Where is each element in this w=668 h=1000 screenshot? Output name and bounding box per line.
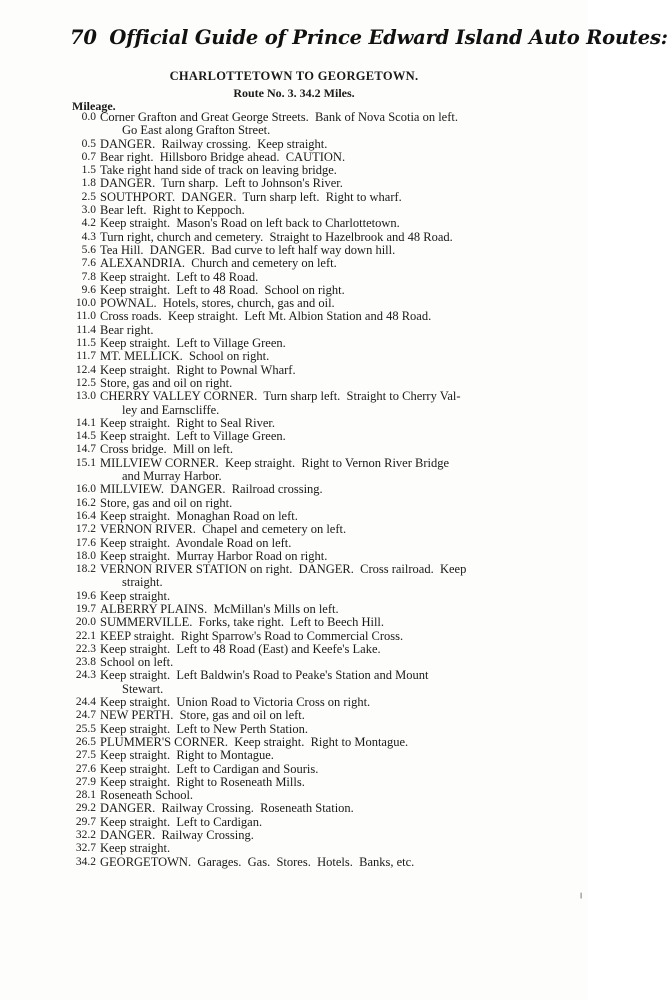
route-entry [66, 842, 586, 855]
entry-mileage: 11.7 [76, 350, 96, 363]
entry-text-line: POWNAL. Hotels, stores, church, gas and oil. [100, 296, 335, 311]
entry-text-line: Keep straight. Left to Village Green. [100, 336, 286, 351]
route-entry [66, 271, 586, 284]
entry-mileage: 13.0 [75, 390, 96, 403]
entry-text-line: Keep straight. Right to Seal River. [100, 415, 275, 430]
entry-text-line: VERNON RIVER. Chapel and cemetery on left. [100, 522, 347, 537]
entry-text-line: PLUMMER'S CORNER. Keep straight. Right to Montague. [100, 734, 409, 749]
entry-text-line: Keep straight. [100, 841, 171, 856]
entry-mileage: 3.0 [81, 204, 96, 217]
route-entry [66, 590, 586, 603]
entry-text-line: Take right hand side of track on leaving bridge. [100, 163, 337, 178]
entry-mileage: 15.1 [75, 456, 96, 469]
route-entry [66, 177, 586, 190]
entry-mileage: 12.5 [75, 376, 96, 389]
route-entry [66, 297, 586, 310]
entry-mileage: 22.3 [75, 642, 96, 655]
entry-direction-text [100, 510, 586, 523]
entry-text-line: Keep straight. Right to Montague. [100, 748, 274, 763]
route-entry [66, 324, 586, 337]
entry-direction-text [100, 191, 586, 204]
route-entry [66, 816, 586, 829]
entry-direction-text [100, 337, 586, 350]
entry-direction-text [100, 217, 586, 230]
entry-text-line: Cross bridge. Mill on left. [100, 442, 233, 457]
entry-text-line: CHERRY VALLEY CORNER. Turn sharp left. Straight to Cherry Val- [100, 389, 461, 404]
entry-text-line: Keep straight. Avondale Road on left. [100, 535, 292, 550]
entry-direction-text [100, 164, 586, 177]
entry-direction-text [100, 856, 586, 869]
entry-direction-text [100, 377, 586, 390]
entry-direction-text [100, 603, 586, 616]
entry-text-line: Keep straight. Left to 48 Road (East) and Keefe's Lake. [100, 641, 381, 656]
entry-direction-text [100, 284, 586, 297]
route-entry [66, 138, 586, 151]
entry-direction-text [100, 829, 586, 842]
route-entry [66, 310, 586, 323]
entry-direction-text [100, 151, 586, 164]
entry-mileage: 27.9 [75, 775, 96, 788]
entry-mileage: 9.6 [81, 283, 96, 296]
route-entry [66, 603, 586, 616]
entry-mileage: 24.4 [75, 696, 96, 709]
route-entry [66, 217, 586, 230]
route-entry [66, 284, 586, 297]
route-entry [66, 723, 586, 736]
entry-text-line: Keep straight. Left to New Perth Station. [100, 721, 308, 736]
route-entry [66, 390, 586, 417]
route-entry [66, 630, 586, 643]
entry-mileage: 14.1 [75, 416, 96, 429]
entry-direction-text [100, 271, 586, 284]
page-edge-mark: ╷ [578, 888, 585, 899]
route-entry [66, 191, 586, 204]
entry-mileage: 14.5 [75, 430, 96, 443]
route-subtitle: Route No. 3. 34.2 Miles. [233, 86, 355, 100]
entry-text-line: KEEP straight. Right Sparrow's Road to Commercial Cross. [100, 628, 404, 643]
entry-text-line: Keep straight. Union Road to Victoria Cross on right. [100, 695, 371, 710]
entry-continuation-line: Go East along Grafton Street. [122, 123, 271, 138]
entry-mileage: 24.3 [75, 669, 96, 682]
entry-mileage: 10.0 [75, 297, 96, 310]
entry-text-line: NEW PERTH. Store, gas and oil on left. [100, 708, 305, 723]
entry-text-line: Keep straight. [100, 588, 171, 603]
entry-direction-text [100, 616, 586, 629]
entry-text-line: Store, gas and oil on right. [100, 375, 233, 390]
entry-mileage: 23.8 [75, 656, 96, 669]
entry-direction-text [100, 138, 586, 151]
entry-mileage: 5.6 [81, 243, 96, 256]
route-entry [66, 763, 586, 776]
entry-direction-text [100, 257, 586, 270]
mileage-column-label: Mileage. [72, 99, 116, 113]
entry-direction-text [100, 656, 586, 669]
entry-direction-text [100, 497, 586, 510]
entry-text-line: Bear right. Hillsboro Bridge ahead. CAUTION. [100, 149, 346, 164]
entry-text-line: Keep straight. Monaghan Road on left. [100, 508, 298, 523]
route-entry [66, 856, 586, 869]
route-entry [66, 231, 586, 244]
route-entry [66, 550, 586, 563]
entry-mileage: 26.5 [75, 735, 96, 748]
entry-direction-text [100, 709, 586, 722]
entry-direction-text [100, 457, 586, 484]
entry-direction-text [100, 297, 586, 310]
route-entry-list [66, 111, 586, 869]
entry-direction-text [100, 537, 586, 550]
page-number: 70 [70, 26, 97, 49]
route-entry [66, 736, 586, 749]
entry-mileage: 16.4 [75, 509, 96, 522]
entry-direction-text [100, 177, 586, 190]
route-entry [66, 829, 586, 842]
entry-mileage: 28.1 [75, 789, 96, 802]
entry-text-line: Corner Grafton and Great George Streets. Bank of Nova Scotia on left. [100, 110, 458, 124]
entry-text-line: Cross roads. Keep straight. Left Mt. Albion Station and 48 Road. [100, 309, 432, 324]
route-entry [66, 510, 586, 523]
entry-mileage: 14.7 [75, 443, 96, 456]
entry-text-line: Keep straight. Right to Pownal Wharf. [100, 362, 296, 377]
entry-mileage: 16.2 [75, 496, 96, 509]
route-entry [66, 350, 586, 363]
entry-direction-text [100, 417, 586, 430]
entry-direction-text [100, 816, 586, 829]
entry-mileage: 18.2 [75, 563, 96, 576]
route-entry [66, 749, 586, 762]
entry-text-line: Keep straight. Left to 48 Road. School on right. [100, 282, 345, 297]
entry-mileage: 4.3 [81, 230, 96, 243]
entry-mileage: 25.5 [75, 722, 96, 735]
entry-text-line: GEORGETOWN. Garages. Gas. Stores. Hotels. Banks, etc. [100, 854, 415, 869]
entry-mileage: 32.2 [75, 829, 96, 842]
entry-direction-text [100, 324, 586, 337]
entry-direction-text [100, 736, 586, 749]
route-entry [66, 696, 586, 709]
entry-text-line: MT. MELLICK. School on right. [100, 349, 270, 364]
route-entry [66, 669, 586, 696]
entry-text-line: Store, gas and oil on right. [100, 495, 233, 510]
entry-direction-text [100, 231, 586, 244]
entry-text-line: Keep straight. Left to Cardigan and Souris. [100, 761, 319, 776]
route-entry [66, 457, 586, 484]
entry-text-line: DANGER. Railway Crossing. Roseneath Station. [100, 801, 354, 816]
entry-direction-text [100, 842, 586, 855]
route-entry [66, 563, 586, 590]
entry-mileage: 4.2 [81, 217, 96, 230]
entry-text-line: DANGER. Railway Crossing. [100, 828, 254, 843]
entry-direction-text [100, 696, 586, 709]
entry-mileage: 11.5 [76, 337, 96, 350]
entry-text-line: Keep straight. Left to Cardigan. [100, 814, 263, 829]
entry-direction-text [100, 776, 586, 789]
entry-mileage: 2.5 [81, 190, 96, 203]
entry-direction-text [100, 763, 586, 776]
entry-direction-text [100, 590, 586, 603]
entry-text-line: SUMMERVILLE. Forks, take right. Left to Beech Hill. [100, 615, 385, 630]
entry-mileage: 27.6 [75, 762, 96, 775]
entry-direction-text [100, 443, 586, 456]
entry-text-line: Bear left. Right to Keppoch. [100, 203, 245, 218]
entry-text-line: Bear right. [100, 322, 154, 337]
entry-direction-text [100, 364, 586, 377]
route-title: CHARLOTTETOWN TO GEORGETOWN. [169, 69, 419, 83]
entry-mileage: 27.5 [75, 749, 96, 762]
entry-mileage: 7.6 [81, 257, 96, 270]
entry-text-line: Keep straight. Left to 48 Road. [100, 269, 259, 284]
entry-direction-text [100, 749, 586, 762]
entry-text-line: School on left. [100, 655, 174, 670]
route-entry [66, 643, 586, 656]
entry-direction-text [100, 802, 586, 815]
entry-mileage: 17.6 [75, 536, 96, 549]
entry-text-line: SOUTHPORT. DANGER. Turn sharp left. Right to wharf. [100, 189, 402, 204]
route-entry [66, 151, 586, 164]
entry-text-line: ALEXANDRIA. Church and cemetery on left. [100, 256, 337, 271]
entry-direction-text [100, 483, 586, 496]
entry-mileage: 11.4 [76, 323, 96, 336]
route-entry [66, 483, 586, 496]
entry-mileage: 7.8 [81, 270, 96, 283]
entry-mileage: 1.5 [81, 164, 96, 177]
entry-direction-text [100, 111, 586, 138]
entry-direction-text [100, 430, 586, 443]
entry-mileage: 11.0 [76, 310, 96, 323]
entry-mileage: 32.7 [75, 842, 96, 855]
entry-mileage: 12.4 [75, 363, 96, 376]
route-entry [66, 497, 586, 510]
route-entry [66, 257, 586, 270]
route-entry [66, 111, 586, 138]
route-entry [66, 802, 586, 815]
route-entry [66, 537, 586, 550]
route-entry [66, 776, 586, 789]
entry-mileage: 22.1 [75, 629, 96, 642]
entry-mileage: 29.2 [75, 802, 96, 815]
entry-direction-text [100, 630, 586, 643]
entry-mileage: 20.0 [75, 616, 96, 629]
entry-continuation-line: straight. [122, 575, 163, 590]
entry-text-line: Keep straight. Left Baldwin's Road to Peake's Station and Mount [100, 668, 429, 683]
entry-direction-text [100, 723, 586, 736]
entry-mileage: 17.2 [75, 523, 96, 536]
route-entry [66, 337, 586, 350]
entry-continuation-line: Stewart. [122, 681, 164, 696]
page-header [70, 26, 668, 56]
entry-text-line: VERNON RIVER STATION on right. DANGER. Cross railroad. Keep [100, 562, 467, 577]
route-entry [66, 656, 586, 669]
entry-direction-text [100, 669, 586, 696]
entry-continuation-line: ley and Earnscliffe. [122, 402, 220, 417]
route-entry [66, 417, 586, 430]
entry-mileage: 16.0 [75, 483, 96, 496]
entry-mileage: 18.0 [75, 549, 96, 562]
entry-direction-text [100, 789, 586, 802]
route-entry [66, 364, 586, 377]
entry-direction-text [100, 204, 586, 217]
entry-text-line: Keep straight. Mason's Road on left back to Charlottetown. [100, 216, 400, 231]
entry-direction-text [100, 550, 586, 563]
route-entry [66, 523, 586, 536]
entry-mileage: 29.7 [75, 815, 96, 828]
entry-mileage: 0.5 [81, 137, 96, 150]
entry-direction-text [100, 643, 586, 656]
entry-text-line: Keep straight. Murray Harbor Road on right. [100, 548, 328, 563]
entry-mileage: 34.2 [75, 855, 96, 868]
entry-direction-text [100, 310, 586, 323]
entry-mileage: 0.7 [81, 150, 96, 163]
route-entry [66, 164, 586, 177]
entry-mileage: 19.6 [75, 589, 96, 602]
entry-mileage: 0.0 [81, 111, 96, 123]
route-entry [66, 204, 586, 217]
route-entry [66, 377, 586, 390]
route-entry [66, 244, 586, 257]
entry-text-line: MILLVIEW. DANGER. Railroad crossing. [100, 482, 323, 497]
entry-mileage: 24.7 [75, 709, 96, 722]
entry-text-line: MILLVIEW CORNER. Keep straight. Right to Vernon River Bridge [100, 455, 450, 470]
entry-direction-text [100, 390, 586, 417]
entry-text-line: Keep straight. Right to Roseneath Mills. [100, 774, 305, 789]
entry-text-line: Turn right, church and cemetery. Straight to Hazelbrook and 48 Road. [100, 229, 453, 244]
route-entry [66, 709, 586, 722]
route-entry [66, 616, 586, 629]
running-title: Official Guide of Prince Edward Island Auto Routes: [109, 26, 668, 49]
route-entry [66, 443, 586, 456]
entry-text-line: Keep straight. Left to Village Green. [100, 429, 286, 444]
entry-mileage: 19.7 [75, 602, 96, 615]
entry-direction-text [100, 350, 586, 363]
entry-text-line: Roseneath School. [100, 788, 194, 803]
entry-text-line: DANGER. Turn sharp. Left to Johnson's River. [100, 176, 343, 191]
entry-text-line: ALBERRY PLAINS. McMillan's Mills on left. [100, 601, 339, 616]
entry-direction-text [100, 244, 586, 257]
route-entry [66, 430, 586, 443]
entry-continuation-line: and Murray Harbor. [122, 469, 222, 484]
route-entry [66, 789, 586, 802]
entry-text-line: DANGER. Railway crossing. Keep straight. [100, 136, 328, 151]
entry-text-line: Tea Hill. DANGER. Bad curve to left half way down hill. [100, 242, 396, 257]
entry-mileage: 1.8 [81, 177, 96, 190]
entry-direction-text [100, 523, 586, 536]
entry-direction-text [100, 563, 586, 590]
